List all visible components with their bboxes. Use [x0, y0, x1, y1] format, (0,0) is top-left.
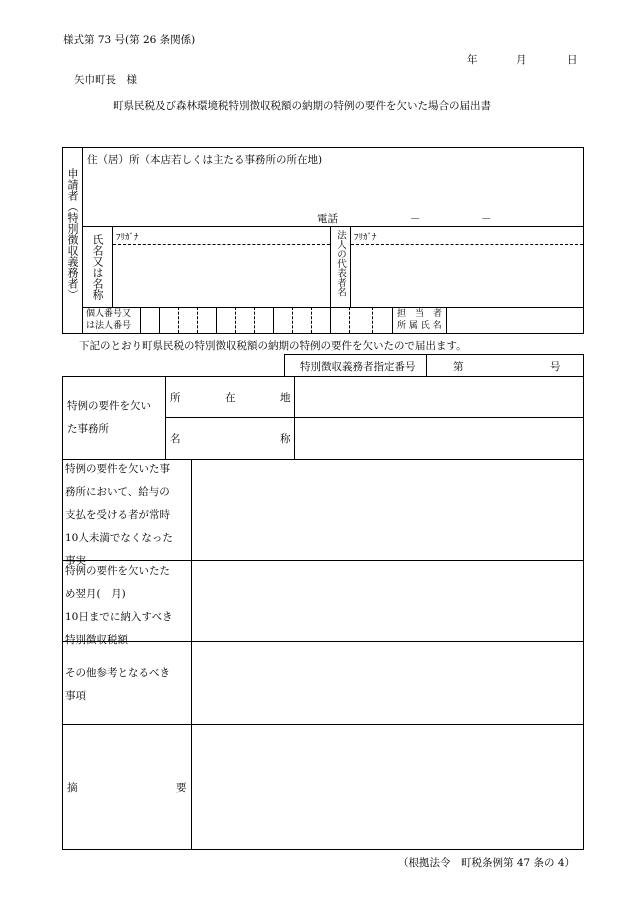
applicant-section-label: 申請者（特別徴収義務者） — [66, 168, 79, 300]
reference-field[interactable] — [195, 645, 579, 720]
representative-furigana-label: ﾌﾘｶﾞﾅ — [354, 233, 377, 243]
office-label: 特例の要件を欠い た事務所 — [67, 400, 151, 435]
location-label-3: 地 — [280, 392, 291, 404]
tax-amount-field[interactable] — [195, 564, 579, 637]
fact-label: 特例の要件を欠いた事 務所において、給与の 支払を受ける者が常時 10人未満でなくなった 事実 — [65, 463, 173, 567]
name-label: 氏名又は名称 — [91, 234, 104, 300]
phone-label: 電話 — [317, 213, 338, 225]
office-name-label-1: 名 — [170, 433, 181, 445]
designation-prefix: 第 — [453, 361, 464, 373]
phone-separator: － — [410, 213, 421, 225]
location-label-2: 在 — [225, 392, 236, 404]
date-day: 日 — [567, 54, 578, 66]
phone-separator: － — [481, 213, 492, 225]
office-name-label-2: 称 — [280, 433, 291, 445]
designation-label: 特別徴収義務者指定番号 — [300, 361, 416, 373]
remarks-label-2: 要 — [176, 782, 187, 794]
office-name-field[interactable] — [298, 421, 578, 455]
document-title: 町県民税及び森林環境税特別徴収税額の納期の特例の要件を欠いた場合の届出書 — [113, 100, 491, 112]
address-label: 住（居）所（本店若しくは主たる事務所の所在地) — [87, 154, 323, 166]
address-field[interactable] — [87, 170, 577, 206]
remarks-label-1: 摘 — [67, 782, 78, 794]
designation-number-field[interactable] — [493, 359, 543, 373]
office-location-field[interactable] — [298, 380, 578, 414]
tax-amount-label: 特例の要件を欠いたた め翌月( 月) 10日までに納入すべき 特別徴収税額 — [65, 565, 173, 646]
contact-person-field[interactable] — [450, 310, 578, 330]
representative-label: 法人の代表者名 — [335, 230, 346, 297]
representative-field[interactable] — [354, 250, 578, 302]
intro-text: 下記のとおり町県民税の特別徴収税額の納期の特例の要件を欠いたので届出ます。 — [79, 340, 467, 352]
furigana-label: ﾌﾘｶﾞﾅ — [116, 233, 139, 243]
id-number-label: 個人番号又 は法人番号 — [86, 309, 132, 331]
location-label-1: 所 — [170, 392, 181, 404]
addressee: 矢巾町長 様 — [74, 74, 137, 86]
name-field[interactable] — [116, 250, 326, 302]
fact-field[interactable] — [195, 463, 579, 556]
reference-label: その他参考となるべき 事項 — [65, 667, 170, 702]
form-number: 様式第 73 号(第 26 条関係) — [63, 34, 196, 46]
designation-suffix: 号 — [550, 361, 561, 373]
remarks-field[interactable] — [195, 728, 579, 845]
contact-person-label: 担 当 者 所 属 氏 名 — [397, 309, 443, 331]
date-year: 年 — [467, 54, 478, 66]
legal-basis: （根拠法令 町税条例第 47 条の 4） — [398, 857, 576, 869]
date-month: 月 — [516, 54, 527, 66]
